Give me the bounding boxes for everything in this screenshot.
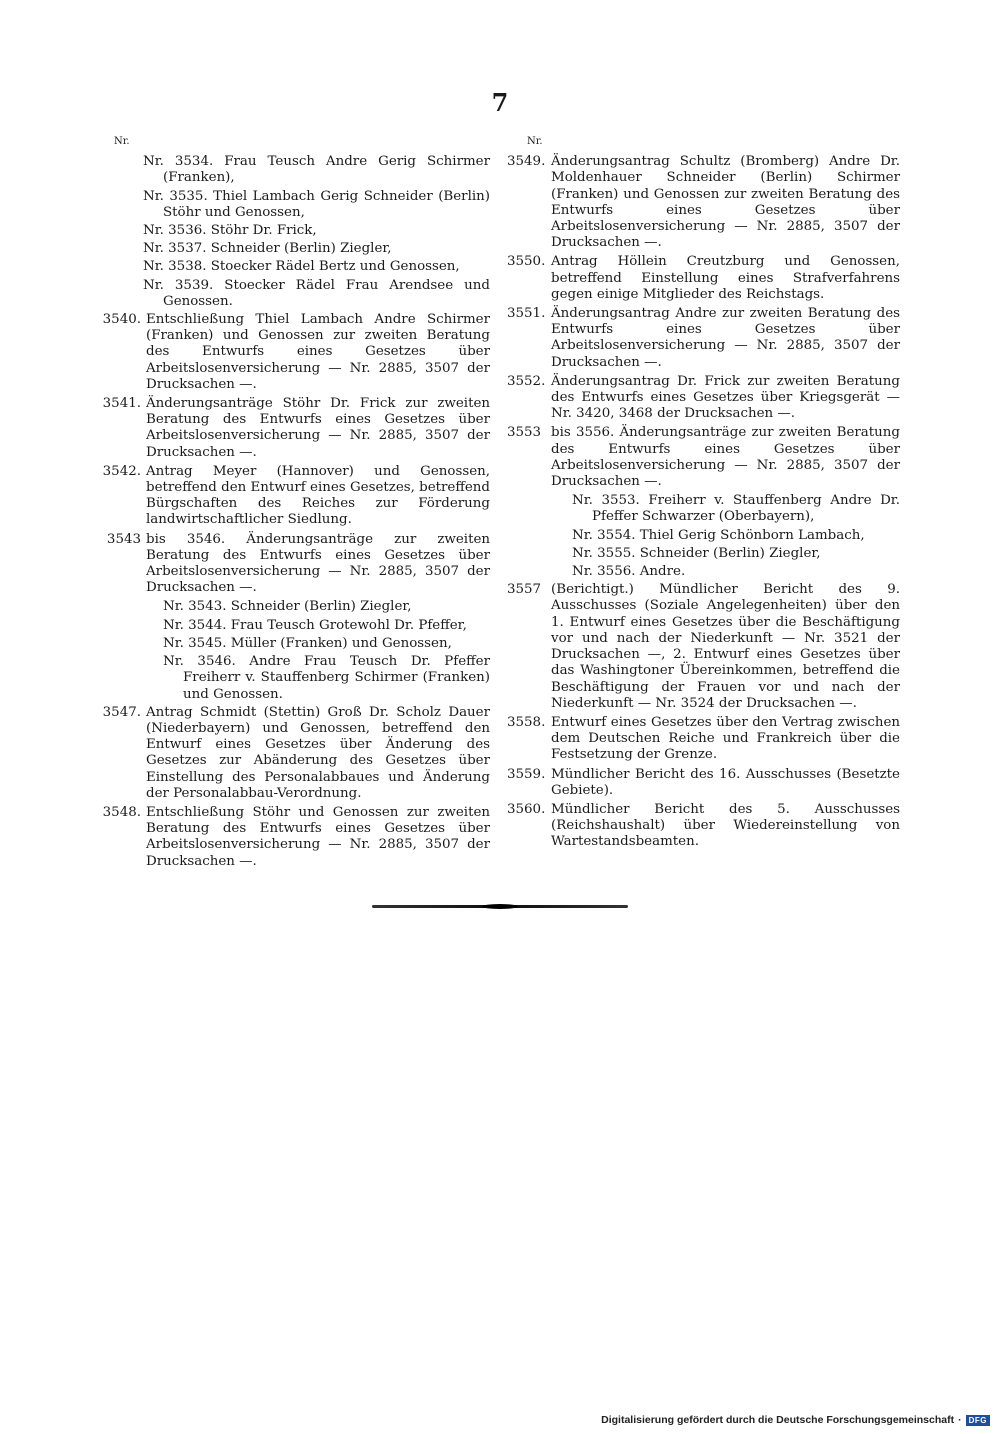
sub-entry: Nr. 3536. Stöhr Dr. Frick, <box>143 223 317 239</box>
entry-text: Mündlicher Bericht des 16. Ausschusses (Besetzte Gebiete). <box>551 766 900 798</box>
document-entry <box>507 306 900 371</box>
left-column <box>100 134 490 873</box>
entry-number: 3548. <box>102 804 141 820</box>
footer <box>601 1414 990 1426</box>
entry-number: 3553 <box>507 425 542 441</box>
document-entry <box>100 312 490 393</box>
document-entry <box>100 464 490 529</box>
document-entry <box>507 802 900 851</box>
document-entry <box>100 805 490 870</box>
document-entry <box>507 425 900 490</box>
sub-entry: Nr. 3544. Frau Teusch Grotewohl Dr. Pfeffer, <box>163 617 467 633</box>
entry-number: 3547. <box>102 704 141 720</box>
entry-text: Änderungsantrag Dr. Frick zur zweiten Beratung des Entwurfs eines Gesetzes über Kriegsgerät — Nr. 3420, 3468 der Drucksachen —. <box>551 373 900 422</box>
page-number: 7 <box>491 88 509 117</box>
sub-entry: Nr. 3555. Schneider (Berlin) Ziegler, <box>572 545 821 561</box>
document-entry <box>507 582 900 712</box>
entry-text: Antrag Schmidt (Stettin) Groß Dr. Scholz Dauer (Niederbayern) und Genossen, betreffend den Entwurf eines Gesetzes über Änderung des Gesetzes zur Abänderung des Gesetzes über Einstellung des Personalabbaues und Änderung der Personalabbau-Verordnung. <box>146 704 490 801</box>
document-entry <box>507 154 900 251</box>
sub-entry: Nr. 3554. Thiel Gerig Schönborn Lambach, <box>572 527 865 543</box>
sub-entry: Nr. 3538. Stoecker Rädel Bertz und Genossen, <box>143 259 460 275</box>
entry-text: Änderungsanträge Stöhr Dr. Frick zur zweiten Beratung des Entwurfs eines Gesetzes über Arbeitslosenversicherung — Nr. 2885, 3507 der Drucksachen —. <box>146 396 490 460</box>
entry-number: 3558. <box>507 714 546 730</box>
entry-text: Entschließung Thiel Lambach Andre Schirmer (Franken) und Genossen zur zweiten Beratung des Entwurfs eines Gesetzes über Arbeitslosenversicherung — Nr. 2885, 3507 der Drucksachen —. <box>146 312 490 392</box>
entry-text: Mündlicher Bericht des 5. Ausschusses (Reichshaushalt) über Wiedereinstellung von Wartestandsbeamten. <box>551 801 900 850</box>
footer-separator: · <box>958 1414 962 1426</box>
entry-text: Entschließung Stöhr und Genossen zur zweiten Beratung des Entwurfs eines Gesetzes über Arbeitslosenversicherung — Nr. 2885, 3507 der Drucksachen —. <box>146 804 490 869</box>
document-entry <box>507 374 900 423</box>
entry-number: 3541. <box>102 396 141 412</box>
entry-text: Änderungsantrag Andre zur zweiten Beratung des Entwurfs eines Gesetzes über Arbeitslosenversicherung — Nr. 2885, 3507 der Drucksachen —. <box>551 306 900 370</box>
entry-number: 3543 <box>106 531 141 547</box>
entry-text: Antrag Höllein Creutzburg und Genossen, betreffend Einstellung eines Strafverfahrens gegen einige Mitglieder des Reichstags. <box>551 254 900 302</box>
document-entry <box>507 254 900 303</box>
sub-entry: Nr. 3546. Andre Frau Teusch Dr. Pfeffer Freiherr v. Stauffenberg Schirmer (Franken) und Genossen. <box>163 654 490 702</box>
entry-number: 3559. <box>507 766 546 782</box>
entry-text: Antrag Meyer (Hannover) und Genossen, betreffend den Entwurf eines Gesetzes, betreffend Bürgschaften des Reiches zur Förderung landwirtschaftlicher Siedlung. <box>146 463 490 528</box>
document-entry <box>507 715 900 764</box>
sub-entry: Nr. 3539. Stoecker Rädel Frau Arendsee und Genossen. <box>143 277 490 309</box>
column-nr-heading: Nr. <box>527 136 543 147</box>
entry-number: 3549. <box>507 154 546 170</box>
entry-number: 3551. <box>507 306 546 322</box>
entry-number: 3540. <box>102 312 141 328</box>
dfg-logo-icon: DFG <box>966 1415 990 1426</box>
sub-entry: Nr. 3535. Thiel Lambach Gerig Schneider (Berlin) Stöhr und Genossen, <box>143 188 490 220</box>
entry-text: Änderungsantrag Schultz (Bromberg) Andre Dr. Moldenhauer Schneider (Berlin) Schirmer (Franken) und Genossen zur zweiten Beratung des Entwurfs eines Gesetzes über Arbeitslosenversicherung — Nr. 2885, 3507 der Drucksachen —. <box>551 154 900 251</box>
entry-number: 3552. <box>507 373 546 389</box>
document-entry <box>100 396 490 461</box>
left-entries <box>100 154 490 870</box>
entry-number: 3560. <box>507 801 546 817</box>
document-entry <box>507 767 900 799</box>
right-entries <box>507 154 900 850</box>
end-rule-divider <box>372 905 628 908</box>
sub-entry: Nr. 3534. Frau Teusch Andre Gerig Schirmer (Franken), <box>143 154 490 186</box>
entry-number: 3550. <box>507 254 546 270</box>
entry-text: bis 3556. Änderungsanträge zur zweiten Beratung des Entwurfs eines Gesetzes über Arbeitslosenversicherung — Nr. 2885, 3507 der Drucksachen —. <box>551 425 900 490</box>
entry-text: bis 3546. Änderungsanträge zur zweiten Beratung des Entwurfs eines Gesetzes über Arbeitslosenversicherung — Nr. 2885, 3507 der Drucksachen —. <box>146 531 490 596</box>
column-nr-heading: Nr. <box>114 136 130 147</box>
sub-entry: Nr. 3537. Schneider (Berlin) Ziegler, <box>143 241 392 257</box>
entry-number: 3557 <box>507 582 542 598</box>
sub-entry: Nr. 3553. Freiherr v. Stauffenberg Andre Dr. Pfeffer Schwarzer (Oberbayern), <box>572 493 900 525</box>
entry-text: (Berichtigt.) Mündlicher Bericht des 9. Ausschusses (Soziale Angelegenheiten) über den 1. Entwurf eines Gesetzes über die Beschäftigung vor und nach der Niederkunft — Nr. 3521 der Drucksachen —, 2. Entwurf eines Gesetzes über das Washingtoner Übereinkommen, betreffend die Beschäftigung der Frauen vor und nach der Niederkunft — Nr. 3524 der Drucksachen —. <box>551 582 900 711</box>
entry-number: 3542. <box>102 463 141 479</box>
sub-entry: Nr. 3545. Müller (Franken) und Genossen, <box>163 635 452 651</box>
sub-entry: Nr. 3543. Schneider (Berlin) Ziegler, <box>163 599 412 615</box>
entry-text: Entwurf eines Gesetzes über den Vertrag zwischen dem Deutschen Reiche und Frankreich über die Festsetzung der Grenze. <box>551 714 900 763</box>
document-entry <box>100 532 490 597</box>
sub-entry: Nr. 3556. Andre. <box>572 564 686 580</box>
right-column <box>507 134 900 854</box>
footer-funding-note: Digitalisierung gefördert durch die Deutsche Forschungsgemeinschaft <box>601 1414 955 1426</box>
document-entry <box>100 705 490 802</box>
